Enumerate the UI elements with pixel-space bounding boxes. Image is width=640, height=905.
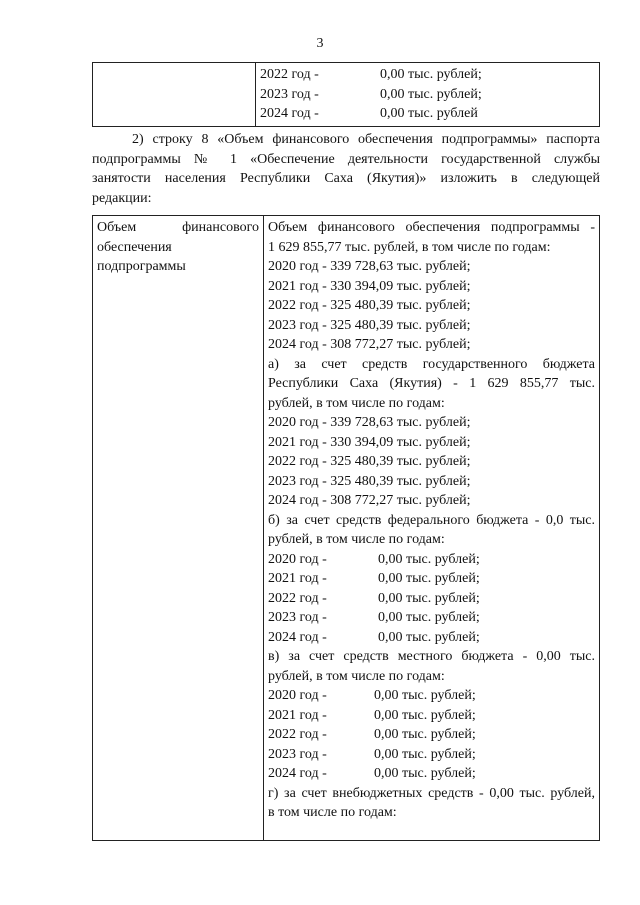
- local-budget-line: рублей, в том числе по годам:: [268, 668, 445, 684]
- amendment-paragraph: [92, 130, 600, 208]
- year-label: 2022 год -: [268, 727, 327, 742]
- state-budget-line: а) за счет средств государственного бюджета: [268, 356, 595, 372]
- total-year-line: 2020 год - 339 728,63 тыс. рублей;: [268, 259, 471, 274]
- state-year-line: 2021 год - 330 394,09 тыс. рублей;: [268, 434, 471, 450]
- amount: 0,00 тыс. рублей;: [374, 707, 476, 723]
- intro-line: Объем финансового обеспечения подпрограммы -: [268, 220, 595, 235]
- extrabudget-line: г) за счет внебюджетных средств - 0,00 тыс. рублей,: [268, 785, 595, 801]
- top-table-empty-cell: [93, 63, 256, 127]
- local-year-row: [268, 706, 595, 726]
- amount: 0,00 тыс. рублей;: [378, 571, 480, 586]
- state-year-line: 2024 год - 308 772,27 тыс. рублей;: [268, 493, 471, 508]
- federal-year-row: [268, 628, 595, 648]
- local-year-row: [268, 725, 595, 745]
- federal-budget-line: рублей, в том числе по годам:: [268, 532, 445, 547]
- year-label: 2024 год -: [260, 106, 319, 121]
- funding-table: [92, 215, 600, 841]
- total-year-line: 2022 год - 325 480,39 тыс. рублей;: [268, 298, 471, 313]
- amount: 0,00 тыс. рублей;: [378, 629, 480, 645]
- federal-year-row: [268, 550, 595, 570]
- federal-year-row: [268, 608, 595, 628]
- top-table: [92, 62, 600, 127]
- total-year-line: 2024 год - 308 772,27 тыс. рублей;: [268, 337, 471, 352]
- year-label: 2022 год -: [268, 590, 327, 606]
- extrabudget-line: в том числе по годам:: [268, 805, 397, 820]
- funding-label-cell: [93, 216, 264, 841]
- amount: 0,00 тыс. рублей;: [380, 86, 482, 102]
- state-budget-line: Республики Саха (Якутия) - 1 629 855,77 тыс.: [268, 376, 595, 391]
- page-number: 3: [316, 36, 324, 51]
- label-line: Объем финансового: [97, 220, 259, 235]
- amount: 0,00 тыс. рублей;: [374, 766, 476, 781]
- year-label: 2023 год -: [260, 86, 319, 102]
- state-year-line: 2020 год - 339 728,63 тыс. рублей;: [268, 415, 471, 430]
- paragraph-line: редакции:: [92, 190, 152, 206]
- local-year-row: [268, 745, 595, 765]
- amount: 0,00 тыс. рублей: [380, 106, 478, 121]
- local-year-row: [268, 686, 595, 706]
- year-row: [260, 85, 595, 105]
- year-label: 2022 год -: [260, 67, 319, 82]
- state-year-line: 2023 год - 325 480,39 тыс. рублей;: [268, 473, 471, 489]
- year-label: 2024 год -: [268, 766, 327, 781]
- paragraph-line: 2) строку 8 «Объем финансового обеспечения подпрограммы» паспорта: [132, 132, 600, 147]
- federal-year-row: [268, 589, 595, 609]
- paragraph-line: подпрограммы № 1 «Обеспечение деятельности государственной службы: [92, 151, 600, 167]
- state-budget-line: рублей, в том числе по годам:: [268, 395, 445, 411]
- intro-line: 1 629 855,77 тыс. рублей, в том числе по годам:: [268, 239, 551, 255]
- funding-values-cell: [264, 216, 600, 841]
- top-table-values-cell: [256, 63, 600, 127]
- label-line: обеспечения: [97, 239, 172, 255]
- local-year-row: [268, 764, 595, 784]
- total-year-line: 2021 год - 330 394,09 тыс. рублей;: [268, 278, 471, 294]
- local-budget-line: в) за счет средств местного бюджета - 0,00 тыс.: [268, 649, 595, 664]
- amount: 0,00 тыс. рублей;: [380, 67, 482, 82]
- year-row: [260, 104, 595, 124]
- amount: 0,00 тыс. рублей;: [374, 727, 476, 742]
- year-label: 2023 год -: [268, 610, 327, 625]
- total-year-line: 2023 год - 325 480,39 тыс. рублей;: [268, 317, 471, 333]
- paragraph-line: занятости населения Республики Саха (Якутия)» изложить в следующей: [92, 171, 600, 186]
- year-label: 2020 год -: [268, 688, 327, 703]
- federal-budget-line: б) за счет средств федерального бюджета - 0,0 тыс.: [268, 512, 595, 528]
- year-label: 2024 год -: [268, 629, 327, 645]
- state-year-line: 2022 год - 325 480,39 тыс. рублей;: [268, 454, 471, 469]
- amount: 0,00 тыс. рублей;: [378, 590, 480, 606]
- year-label: 2020 год -: [268, 551, 327, 567]
- label-line: подпрограммы: [97, 259, 186, 274]
- year-label: 2023 год -: [268, 746, 327, 762]
- year-label: 2021 год -: [268, 571, 327, 586]
- amount: 0,00 тыс. рублей;: [378, 551, 480, 567]
- federal-year-row: [268, 569, 595, 589]
- year-label: 2021 год -: [268, 707, 327, 723]
- amount: 0,00 тыс. рублей;: [374, 688, 476, 703]
- amount: 0,00 тыс. рублей;: [378, 610, 480, 625]
- amount: 0,00 тыс. рублей;: [374, 746, 476, 762]
- year-row: [260, 65, 595, 85]
